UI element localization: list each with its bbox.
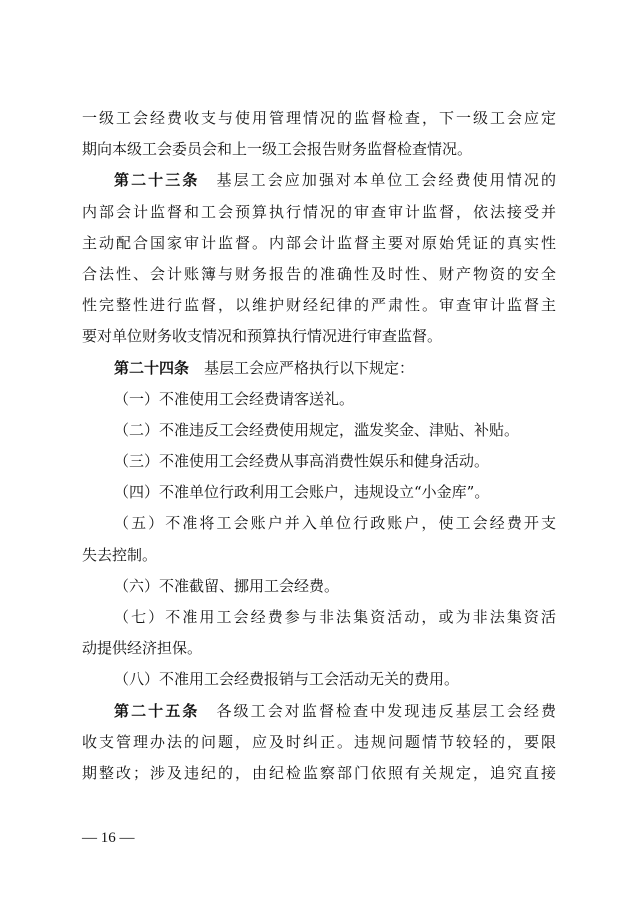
article-heading: 第二十三条 xyxy=(114,171,200,190)
line-text: 合法性、会计账簿与财务报告的准确性及时性、财产物资的安全 xyxy=(82,264,556,283)
text-line xyxy=(82,571,556,602)
line-text: 一级工会经费收支与使用管理情况的监督检查，下一级工会应定 xyxy=(82,109,556,127)
line-text: 基层工会应严格执行以下规定： xyxy=(189,358,415,377)
text-line xyxy=(82,446,556,477)
text-line xyxy=(82,197,556,228)
text-line xyxy=(82,508,556,539)
text-line xyxy=(82,664,556,695)
text-line xyxy=(82,290,556,321)
article-line xyxy=(82,353,556,384)
line-text: 基层工会应加强对本单位工会经费使用情况的 xyxy=(199,171,556,190)
text-line xyxy=(82,477,556,508)
line-text: 期向本级工会委员会和上一级工会报告财务监督检查情况。 xyxy=(82,140,473,159)
line-text: （五）不准将工会账户并入单位行政账户，使工会经费开支 xyxy=(114,514,556,533)
article-heading: 第二十五条 xyxy=(114,701,200,720)
text-line xyxy=(82,602,556,633)
line-text: （四）不准单位行政利用工会账户，违规设立“小金库”。 xyxy=(114,483,490,502)
line-text: （八）不准用工会经费报销与工会活动无关的费用。 xyxy=(114,670,460,689)
line-text: （六）不准截留、挪用工会经费。 xyxy=(114,576,340,595)
text-line xyxy=(82,727,556,758)
article-line xyxy=(82,165,556,196)
line-text: 要对单位财务收支情况和预算执行情况进行审查监督。 xyxy=(82,327,443,346)
text-line xyxy=(82,259,556,290)
line-text: （三）不准使用工会经费从事高消费性娱乐和健身活动。 xyxy=(114,452,490,471)
line-text: （二）不准违反工会经费使用规定，滥发奖金、津贴、补贴。 xyxy=(114,420,520,439)
line-text: 收支管理办法的问题，应及时纠正。违规问题情节较轻的，要限 xyxy=(82,732,556,751)
text-line xyxy=(82,540,556,571)
text-line xyxy=(82,134,556,165)
text-line xyxy=(82,633,556,664)
article-line xyxy=(82,696,556,727)
line-text: （一）不准使用工会经费请客送礼。 xyxy=(114,389,355,408)
line-text: 各级工会对监督检查中发现违反基层工会经费 xyxy=(199,701,556,720)
article-heading: 第二十四条 xyxy=(114,358,190,377)
text-line xyxy=(82,384,556,415)
line-text: 动提供经济担保。 xyxy=(82,639,203,658)
line-text: 内部会计监督和工会预算执行情况的审查审计监督，依法接受并 xyxy=(82,202,556,221)
line-text: 期整改；涉及违纪的，由纪检监察部门依照有关规定，追究直接 xyxy=(82,763,556,782)
line-text: 主动配合国家审计监督。内部会计监督主要对原始凭证的真实性 xyxy=(82,233,556,252)
line-text: 失去控制。 xyxy=(82,545,158,564)
text-line xyxy=(82,321,556,352)
body-text xyxy=(82,103,556,789)
text-line xyxy=(82,228,556,259)
line-text: 性完整性进行监督，以维护财经纪律的严肃性。审查审计监督主 xyxy=(82,296,556,315)
text-line xyxy=(82,758,556,789)
text-line xyxy=(82,415,556,446)
line-text: （七）不准用工会经费参与非法集资活动，或为非法集资活 xyxy=(114,608,556,626)
page-number: — 16 — xyxy=(82,830,135,846)
text-line xyxy=(82,103,556,134)
